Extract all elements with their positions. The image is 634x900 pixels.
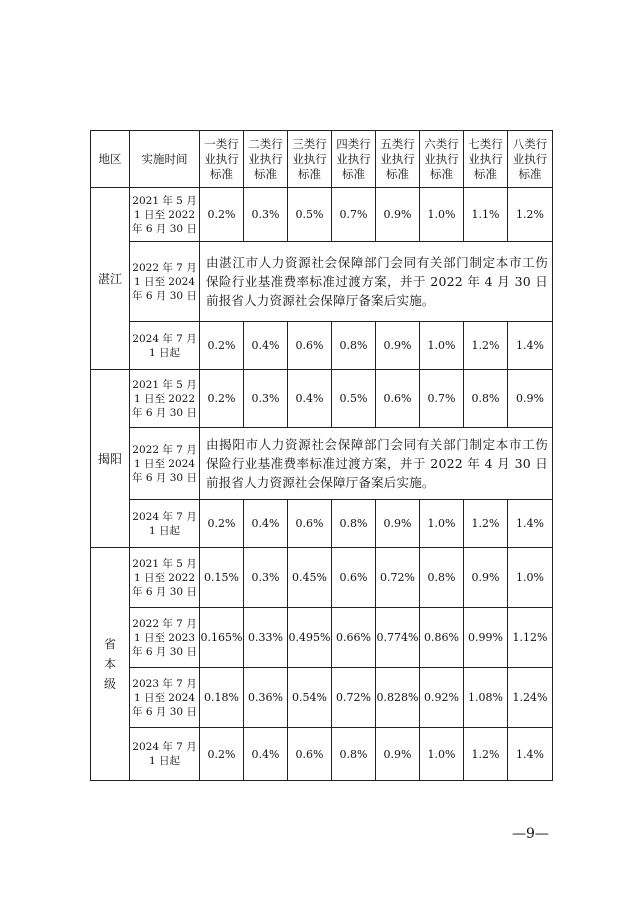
transition-note: 由湛江市人力资源社会保障部门会同有关部门制定本市工伤保险行业基准费率标准过渡方案，并于 2022 年 4 月 30 日前报省人力资源社会保障厅备案后实施。	[200, 242, 553, 322]
rate-cell: 1.08%	[464, 668, 508, 728]
table-row	[91, 242, 553, 322]
period-cell: 2022 年 7 月 1 日至 2023 年 6 月 30 日	[130, 608, 200, 668]
region-provincial: 省 本 级	[91, 548, 130, 781]
rate-cell: 0.8%	[420, 548, 464, 608]
period-cell: 2024 年 7 月 1 日起	[130, 322, 200, 370]
rate-cell: 1.4%	[508, 728, 553, 781]
rate-cell: 1.24%	[508, 668, 553, 728]
rate-cell: 0.8%	[332, 322, 376, 370]
table-row	[91, 728, 553, 781]
period-cell: 2024 年 7 月 1 日起	[130, 500, 200, 548]
rate-cell: 0.45%	[288, 548, 332, 608]
rate-cell: 0.72%	[376, 548, 420, 608]
header-class-1: 一类行 业执行 标准	[200, 131, 244, 188]
rate-cell: 1.2%	[464, 728, 508, 781]
rate-cell: 0.4%	[244, 500, 288, 548]
period-cell: 2024 年 7 月 1 日起	[130, 728, 200, 781]
rate-cell: 0.9%	[376, 728, 420, 781]
rate-cell: 1.0%	[508, 548, 553, 608]
rate-cell: 0.33%	[244, 608, 288, 668]
rate-cell: 0.2%	[200, 322, 244, 370]
header-class-4: 四类行 业执行 标准	[332, 131, 376, 188]
rate-cell: 0.66%	[332, 608, 376, 668]
header-class-6: 六类行 业执行 标准	[420, 131, 464, 188]
rate-cell: 0.9%	[376, 500, 420, 548]
rate-cell: 0.9%	[376, 188, 420, 242]
rate-cell: 0.9%	[376, 322, 420, 370]
rate-cell: 0.8%	[464, 370, 508, 428]
rate-cell: 1.4%	[508, 500, 553, 548]
table-row	[91, 668, 553, 728]
transition-note: 由揭阳市人力资源社会保障部门会同有关部门制定本市工伤保险行业基准费率标准过渡方案，并于 2022 年 4 月 30 日前报省人力资源社会保障厅备案后实施。	[200, 428, 553, 500]
table-row	[91, 428, 553, 500]
rate-cell: 0.4%	[288, 370, 332, 428]
rate-cell: 1.12%	[508, 608, 553, 668]
period-cell: 2021 年 5 月 1 日至 2022 年 6 月 30 日	[130, 188, 200, 242]
rate-cell: 0.36%	[244, 668, 288, 728]
rate-cell: 0.2%	[200, 500, 244, 548]
rate-cell: 0.2%	[200, 728, 244, 781]
rate-cell: 0.92%	[420, 668, 464, 728]
rate-cell: 0.4%	[244, 322, 288, 370]
region-jieyang: 揭阳	[91, 370, 130, 548]
rate-cell: 0.9%	[464, 548, 508, 608]
table-row	[91, 370, 553, 428]
period-cell: 2021 年 5 月 1 日至 2022 年 6 月 30 日	[130, 548, 200, 608]
rate-cell: 0.7%	[420, 370, 464, 428]
rate-cell: 0.2%	[200, 370, 244, 428]
region-zhanjiang: 湛江	[91, 188, 130, 370]
header-class-3: 三类行 业执行 标准	[288, 131, 332, 188]
rate-cell: 1.2%	[464, 500, 508, 548]
rate-cell: 0.7%	[332, 188, 376, 242]
period-cell: 2022 年 7 月 1 日至 2024 年 6 月 30 日	[130, 242, 200, 322]
rate-cell: 0.6%	[332, 548, 376, 608]
rate-cell: 1.2%	[508, 188, 553, 242]
period-cell: 2021 年 5 月 1 日至 2022 年 6 月 30 日	[130, 370, 200, 428]
header-class-7: 七类行 业执行 标准	[464, 131, 508, 188]
rate-cell: 1.0%	[420, 188, 464, 242]
rate-cell: 1.2%	[464, 322, 508, 370]
header-row	[91, 131, 553, 188]
rate-cell: 0.5%	[288, 188, 332, 242]
period-cell: 2023 年 7 月 1 日至 2024 年 6 月 30 日	[130, 668, 200, 728]
table-row	[91, 608, 553, 668]
rate-cell: 0.86%	[420, 608, 464, 668]
rate-cell: 0.8%	[332, 728, 376, 781]
page-number: —9—	[512, 826, 549, 842]
rate-cell: 0.6%	[376, 370, 420, 428]
rate-cell: 0.18%	[200, 668, 244, 728]
rate-cell: 0.8%	[332, 500, 376, 548]
rate-cell: 0.2%	[200, 188, 244, 242]
rate-cell: 1.0%	[420, 728, 464, 781]
header-period: 实施时间	[130, 131, 200, 188]
rate-cell: 0.165%	[200, 608, 244, 668]
rate-cell: 0.6%	[288, 322, 332, 370]
rate-cell: 0.6%	[288, 500, 332, 548]
rate-cell: 0.72%	[332, 668, 376, 728]
rate-table	[90, 130, 553, 781]
rate-cell: 0.3%	[244, 370, 288, 428]
period-cell: 2022 年 7 月 1 日至 2024 年 6 月 30 日	[130, 428, 200, 500]
table-row	[91, 500, 553, 548]
rate-cell: 1.0%	[420, 322, 464, 370]
rate-cell: 0.54%	[288, 668, 332, 728]
header-class-8: 八类行 业执行 标准	[508, 131, 553, 188]
header-region: 地区	[91, 131, 130, 188]
rate-cell: 0.9%	[508, 370, 553, 428]
rate-cell: 1.0%	[420, 500, 464, 548]
rate-cell: 0.774%	[376, 608, 420, 668]
rate-cell: 0.15%	[200, 548, 244, 608]
header-class-5: 五类行 业执行 标准	[376, 131, 420, 188]
rate-cell: 0.4%	[244, 728, 288, 781]
table-row	[91, 548, 553, 608]
rate-cell: 0.3%	[244, 548, 288, 608]
rate-cell: 1.4%	[508, 322, 553, 370]
rate-cell: 0.99%	[464, 608, 508, 668]
rate-cell: 1.1%	[464, 188, 508, 242]
rate-cell: 0.495%	[288, 608, 332, 668]
rate-cell: 0.3%	[244, 188, 288, 242]
rate-cell: 0.828%	[376, 668, 420, 728]
header-class-2: 二类行 业执行 标准	[244, 131, 288, 188]
table-row	[91, 322, 553, 370]
rate-cell: 0.6%	[288, 728, 332, 781]
table-row	[91, 188, 553, 242]
rate-cell: 0.5%	[332, 370, 376, 428]
